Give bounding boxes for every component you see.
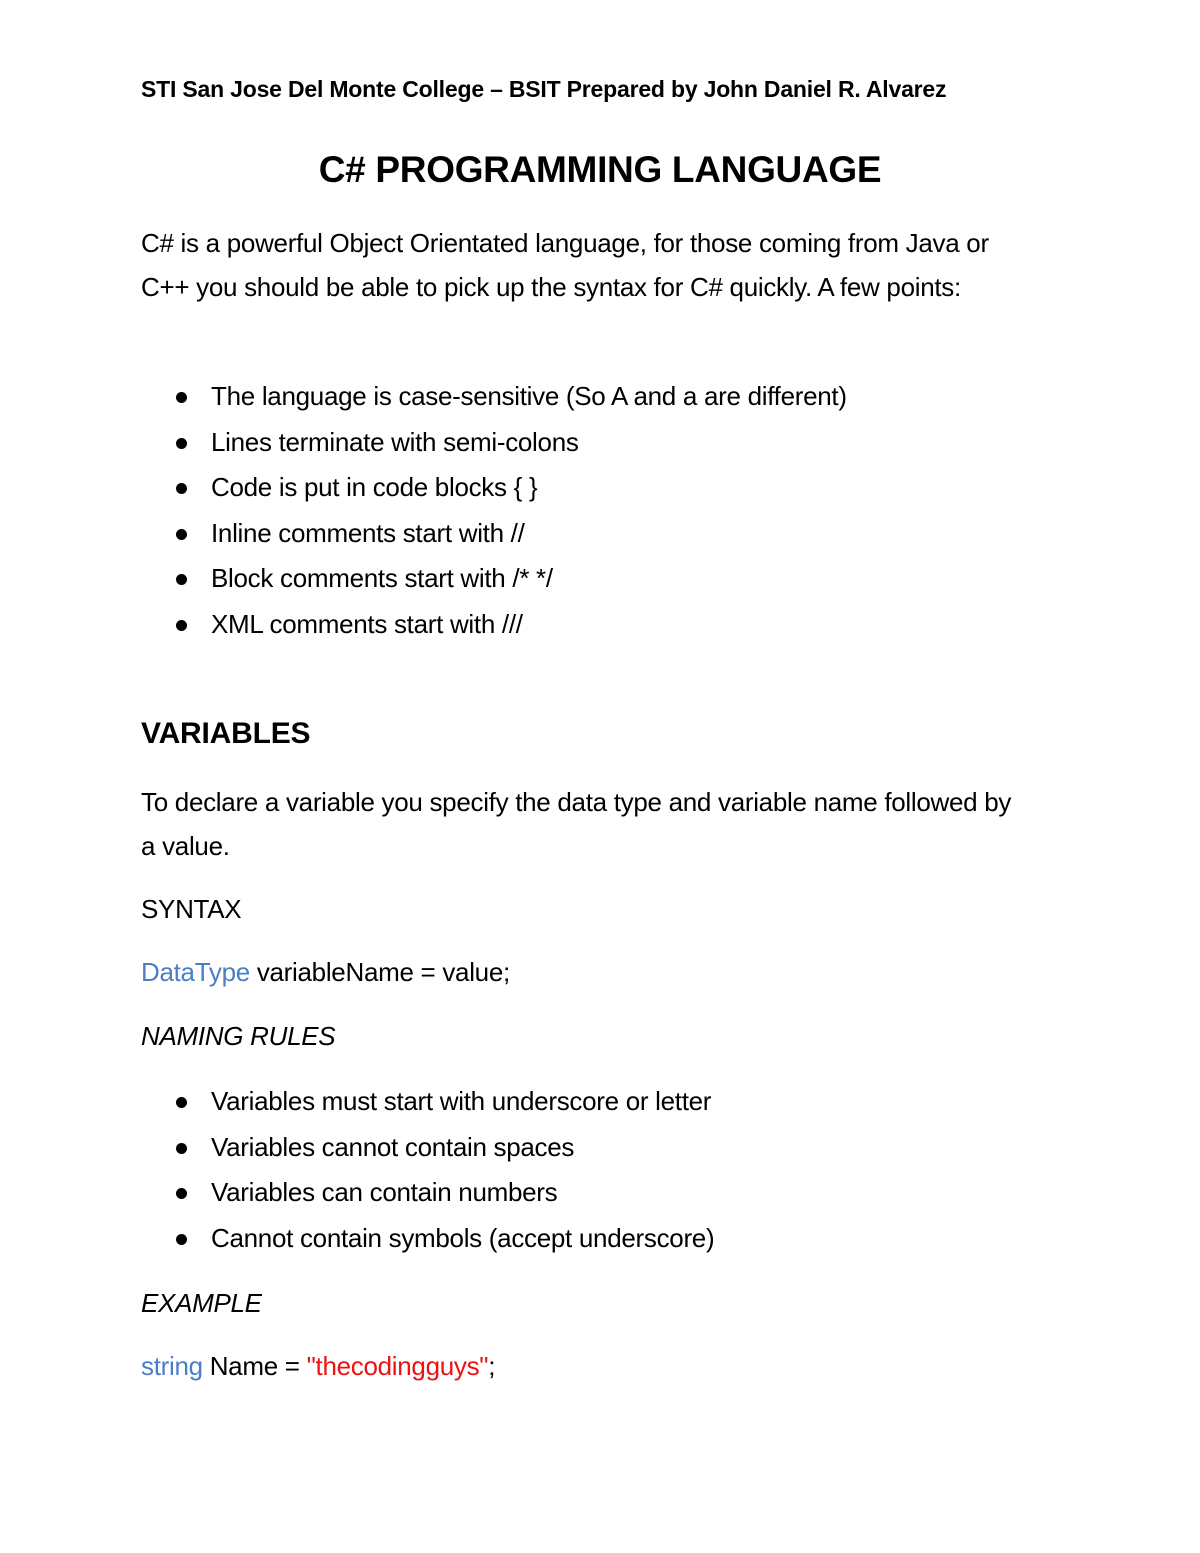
bullet-icon bbox=[176, 1143, 187, 1154]
bullet-icon bbox=[176, 1234, 187, 1245]
syntax-code-rest: variableName = value; bbox=[249, 957, 510, 987]
datatype-keyword: DataType bbox=[141, 957, 250, 987]
list-item-text: Variables cannot contain spaces bbox=[211, 1131, 575, 1162]
bullet-icon bbox=[176, 574, 187, 585]
list-item-text: Variables must start with underscore or letter bbox=[211, 1086, 712, 1116]
syntax-code-line bbox=[141, 950, 1031, 994]
example-label: EXAMPLE bbox=[141, 1288, 262, 1318]
list-item-text: Lines terminate with semi-colons bbox=[211, 426, 579, 457]
document-title: C# PROGRAMMING LANGUAGE bbox=[318, 149, 882, 190]
list-item bbox=[141, 1170, 714, 1216]
string-keyword: string bbox=[141, 1351, 203, 1381]
bullet-icon bbox=[176, 529, 187, 540]
naming-rules-label: NAMING RULES bbox=[141, 1021, 336, 1051]
list-item bbox=[141, 374, 847, 420]
bullet-icon bbox=[176, 392, 187, 403]
list-item bbox=[141, 1125, 714, 1171]
bullet-icon bbox=[176, 620, 187, 631]
list-item-text: Code is put in code blocks { } bbox=[211, 472, 538, 503]
list-item-text: Block comments start with /* */ bbox=[211, 563, 553, 594]
bullet-icon bbox=[176, 1097, 187, 1108]
language-points-list bbox=[141, 374, 847, 648]
bullet-icon bbox=[176, 438, 187, 449]
string-literal: "thecodingguys" bbox=[306, 1351, 489, 1381]
example-code-line bbox=[141, 1344, 1031, 1388]
syntax-label: SYNTAX bbox=[141, 894, 242, 924]
list-item-text: XML comments start with /// bbox=[211, 608, 523, 639]
example-code-middle: Name = bbox=[202, 1351, 307, 1381]
list-item bbox=[141, 420, 847, 466]
list-item bbox=[141, 1216, 714, 1262]
bullet-icon bbox=[176, 1188, 187, 1199]
list-item bbox=[141, 1079, 714, 1125]
list-item-text: The language is case-sensitive (So A and a are different) bbox=[211, 381, 847, 411]
page-header: STI San Jose Del Monte College – BSIT Prepared by John Daniel R. Alvarez bbox=[141, 76, 947, 102]
naming-rules-list bbox=[141, 1079, 714, 1261]
list-item bbox=[141, 602, 847, 648]
variables-description: To declare a variable you specify the data type and variable name followed by a value. bbox=[141, 787, 1012, 861]
list-item bbox=[141, 465, 847, 511]
list-item bbox=[141, 511, 847, 557]
list-item-text: Variables can contain numbers bbox=[211, 1177, 558, 1208]
list-item-text: Inline comments start with // bbox=[211, 517, 525, 548]
list-item bbox=[141, 556, 847, 602]
list-item-text: Cannot contain symbols (accept underscore) bbox=[211, 1222, 715, 1253]
variables-heading: VARIABLES bbox=[141, 717, 311, 750]
example-code-end: ; bbox=[488, 1351, 496, 1381]
intro-paragraph: C# is a powerful Object Orientated language, for those coming from Java or C++ you should be able to pick up the syntax for C# quickly. A few points: bbox=[141, 228, 989, 302]
bullet-icon bbox=[176, 483, 187, 494]
